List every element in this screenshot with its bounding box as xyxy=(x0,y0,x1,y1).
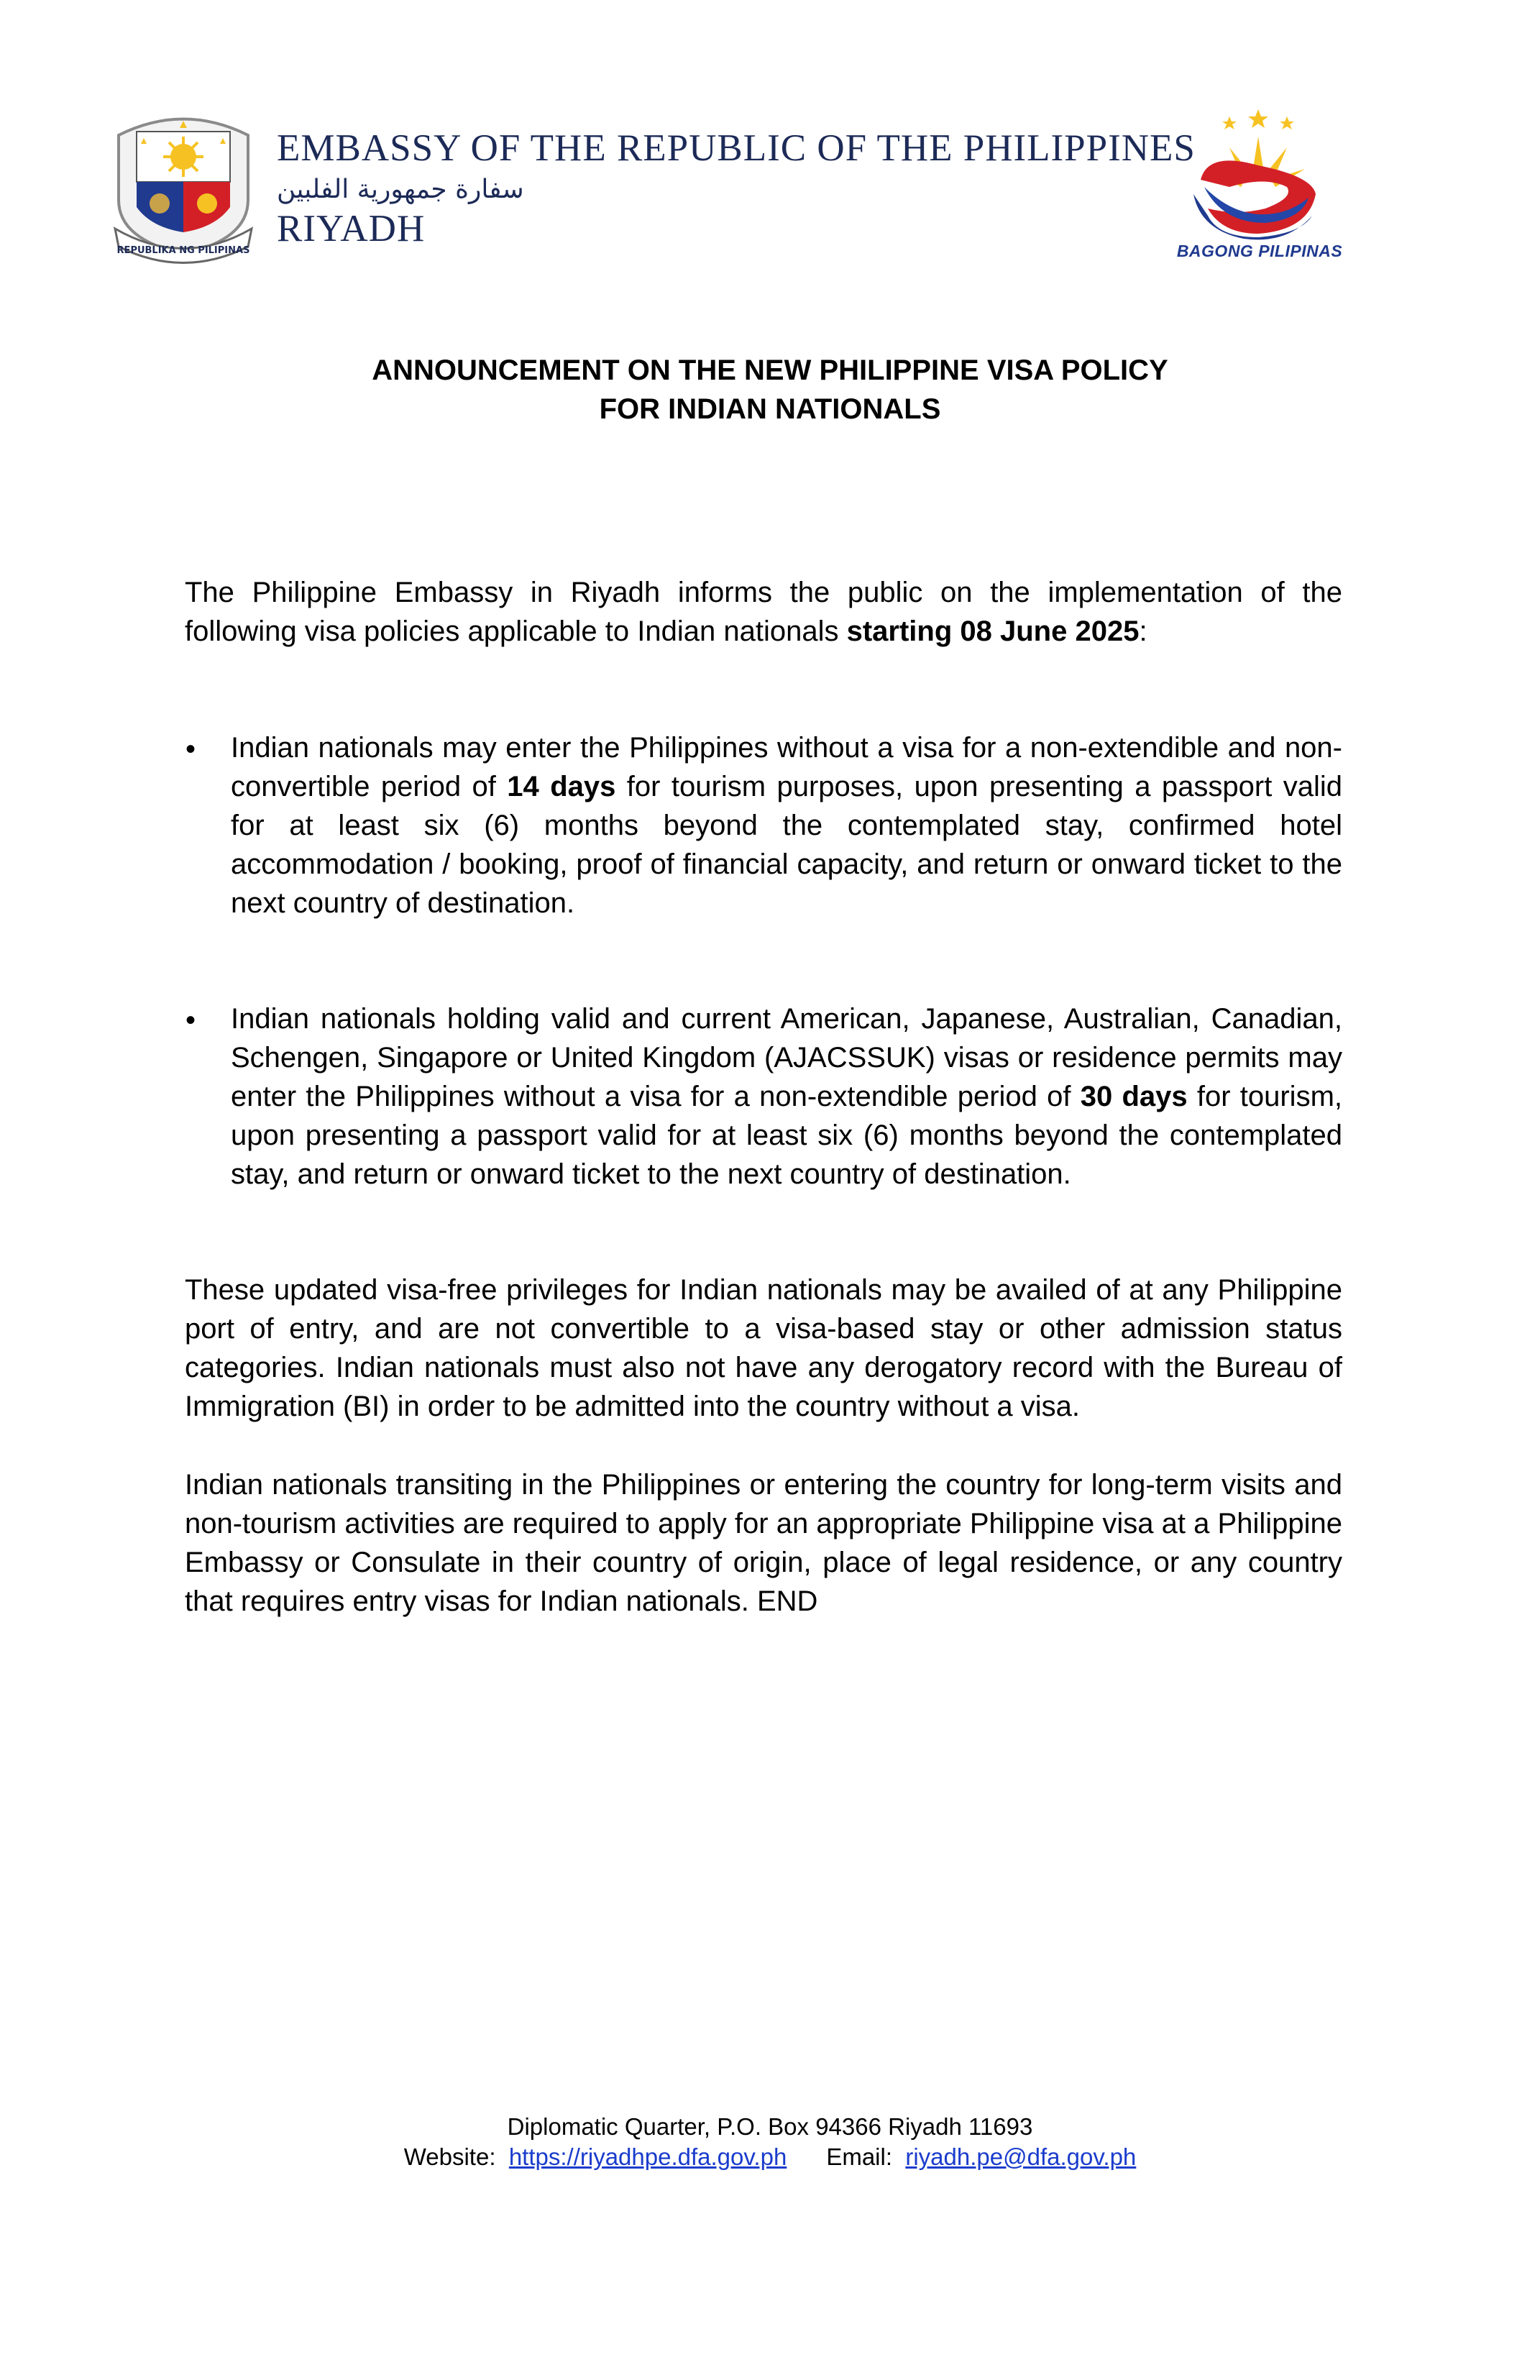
website-link[interactable]: https://riyadhpe.dfa.gov.ph xyxy=(508,2143,787,2170)
embassy-title: EMBASSY OF THE REPUBLIC OF THE PHILIPPINES xyxy=(277,127,1196,169)
embassy-title-arabic: سفارة جمهورية الفلبين xyxy=(277,175,524,204)
embassy-city: RIYADH xyxy=(277,208,426,250)
email-link[interactable]: riyadh.pe@dfa.gov.ph xyxy=(905,2143,1137,2170)
philippine-coat-of-arms-seal xyxy=(108,106,259,265)
seal-ribbon-text: REPUBLIKA NG PILIPINAS xyxy=(116,245,250,256)
bagong-pilipinas-logo xyxy=(1179,108,1337,252)
transit-paragraph: Indian nationals transiting in the Philippines or entering the country for long-term visits and non-tourism activities are required to apply for an appropriate Philippine visa at a Philippine Embassy or Consulate in their country of origin, place of legal residence, or any country that requires entry visas for Indian nationals. END xyxy=(185,1469,1342,1617)
intro-text: The Philippine Embassy in Riyadh informs the public on the implementation of the following visa policies applicable to Indian nationals xyxy=(185,577,1342,647)
bullet-2-duration: 30 days xyxy=(1080,1081,1188,1112)
bullet-2-text-after: for tourism, upon presenting a passport valid for at least six (6) months beyond the contemplated stay, and return or onward ticket to the next country of destination. xyxy=(231,1081,1343,1190)
bullet-1-text-before: Indian nationals may enter the Philippines without a visa for a non-extendible and non-convertible period of xyxy=(231,732,1342,802)
bullet-item-14-days xyxy=(231,728,1342,923)
footer-address: Diplomatic Quarter, P.O. Box 94366 Riyadh 11693 xyxy=(507,2113,1033,2140)
footer-contact xyxy=(0,2142,1540,2172)
announcement-heading-line-2: FOR INDIAN NATIONALS xyxy=(599,393,941,425)
announcement-heading-line-1: ANNOUNCEMENT ON THE NEW PHILIPPINE VISA POLICY xyxy=(372,354,1168,386)
intro-paragraph xyxy=(185,573,1342,651)
bullet-item-30-days xyxy=(231,999,1342,1194)
intro-colon: : xyxy=(1139,615,1147,647)
bullet-marker: • xyxy=(185,733,196,765)
intro-start-date: starting 08 June 2025 xyxy=(846,615,1140,647)
email-label: Email: xyxy=(826,2143,893,2170)
bullet-2-text-before: Indian nationals holding valid and current American, Japanese, Australian, Canadian, Schengen, Singapore or United Kingdom (AJACSSUK) visas or residence permits may enter the Philippines without a visa for a non-extendible period of xyxy=(231,1003,1342,1112)
bagong-pilipinas-text: BAGONG PILIPINAS xyxy=(1176,242,1343,260)
privileges-paragraph: These updated visa-free privileges for Indian nationals may be availed of at any Philippine port of entry, and are not convertible to a visa-based stay or other admission status categories. Indian nationals must also not have any derogatory record with the Bureau of Immigration (BI) in order to be admitted into the country without a visa. xyxy=(185,1274,1342,1422)
bullet-1-duration: 14 days xyxy=(507,771,616,802)
bullet-1-text-after: for tourism purposes, upon presenting a passport valid for at least six (6) months beyond the contemplated stay, confirmed hotel accommodation / booking, proof of financial capacity, and return or onward ticket to the next country of destination. xyxy=(231,771,1342,919)
bullet-marker: • xyxy=(185,1004,196,1036)
website-label: Website: xyxy=(403,2143,496,2170)
